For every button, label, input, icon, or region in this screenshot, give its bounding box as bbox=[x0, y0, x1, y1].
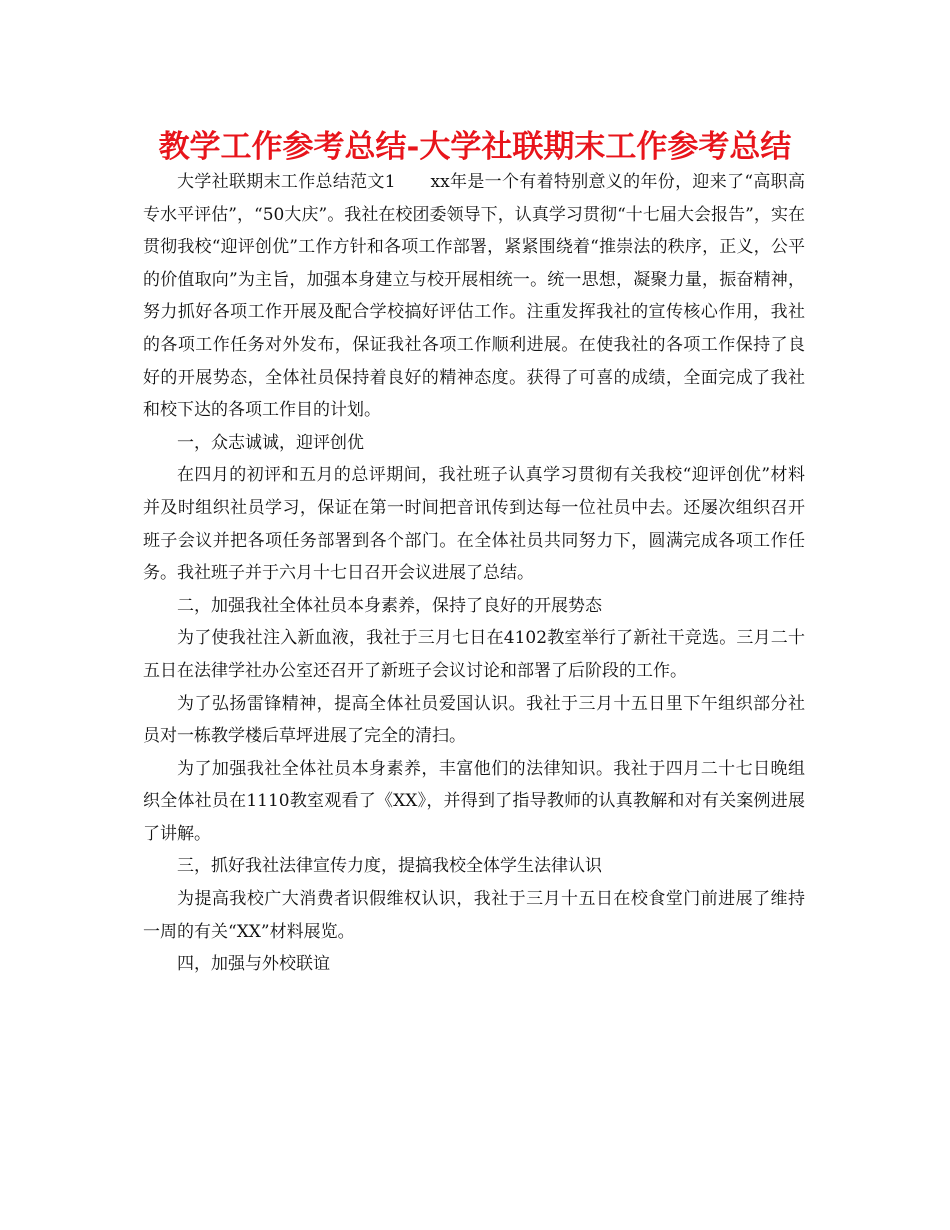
document-body bbox=[143, 166, 805, 981]
paragraph-section-3: 为提高我校广大消费者识假维权认识，我社于三月十五日在校食堂门前进展了维持一周的有关“XX”材料展览。 bbox=[143, 889, 805, 942]
paragraph-section-2-a: 为了使我社注入新血液，我社于三月七日在4102教室举行了新社干竞选。三月二十五日在法律学社办公室还召开了新班子会议讨论和部署了后阶段的工作。 bbox=[143, 628, 805, 681]
paragraph-section-1: 在四月的初评和五月的总评期间，我社班子认真学习贯彻有关我校“迎评创优”材料并及时组织社员学习，保证在第一时间把音讯传到达每一位社员中去。还屡次组织召开班子会议并把各项任务部署到各个部门。在全体社员共同努力下，圆满完成各项工作任务。我社班子并于六月十七日召开会议进展了总结。 bbox=[143, 465, 805, 584]
paragraph-intro: 大学社联期末工作总结范文1 xx年是一个有着特别意义的年份，迎来了“高职高专水平评估”，“50大庆”。我社在校团委领导下，认真学习贯彻“十七届大会报告”，实在贯彻我校“迎评创优”工作方针和各项工作部署，紧紧围绕着“推崇法的秩序，正义，公平的价值取向”为主旨，加强本身建立与校开展相统一。统一思想，凝聚力量，振奋精神，努力抓好各项工作开展及配合学校搞好评估工作。注重发挥我社的宣传核心作用，我社的各项工作任务对外发布，保证我社各项工作顺利进展。在使我社的各项工作保持了良好的开展势态，全体社员保持着良好的精神态度。获得了可喜的成绩，全面完成了我社和校下达的各项工作目的计划。 bbox=[143, 172, 805, 421]
heading-section-1: 一，众志诚诚，迎评创优 bbox=[177, 432, 364, 453]
paragraph-section-2-c: 为了加强我社全体社员本身素养，丰富他们的法律知识。我社于四月二十七日晚组织全体社员在1110教室观看了《XX》，并得到了指导教师的认真教解和对有关案例进展了讲解。 bbox=[143, 758, 805, 844]
paragraph-section-2-b: 为了弘扬雷锋精神，提高全体社员爱国认识。我社于三月十五日里下午组织部分社员对一栋教学楼后草坪进展了完全的清扫。 bbox=[143, 693, 805, 747]
heading-section-3: 三，抓好我社法律宣传力度，提搞我校全体学生法律认识 bbox=[177, 856, 602, 877]
document-title: 教学工作参考总结-大学社联期末工作参考总结 bbox=[158, 129, 792, 165]
heading-section-4: 四，加强与外校联谊 bbox=[177, 954, 330, 975]
heading-section-2: 二，加强我社全体社员本身素养，保持了良好的开展势态 bbox=[177, 595, 602, 616]
